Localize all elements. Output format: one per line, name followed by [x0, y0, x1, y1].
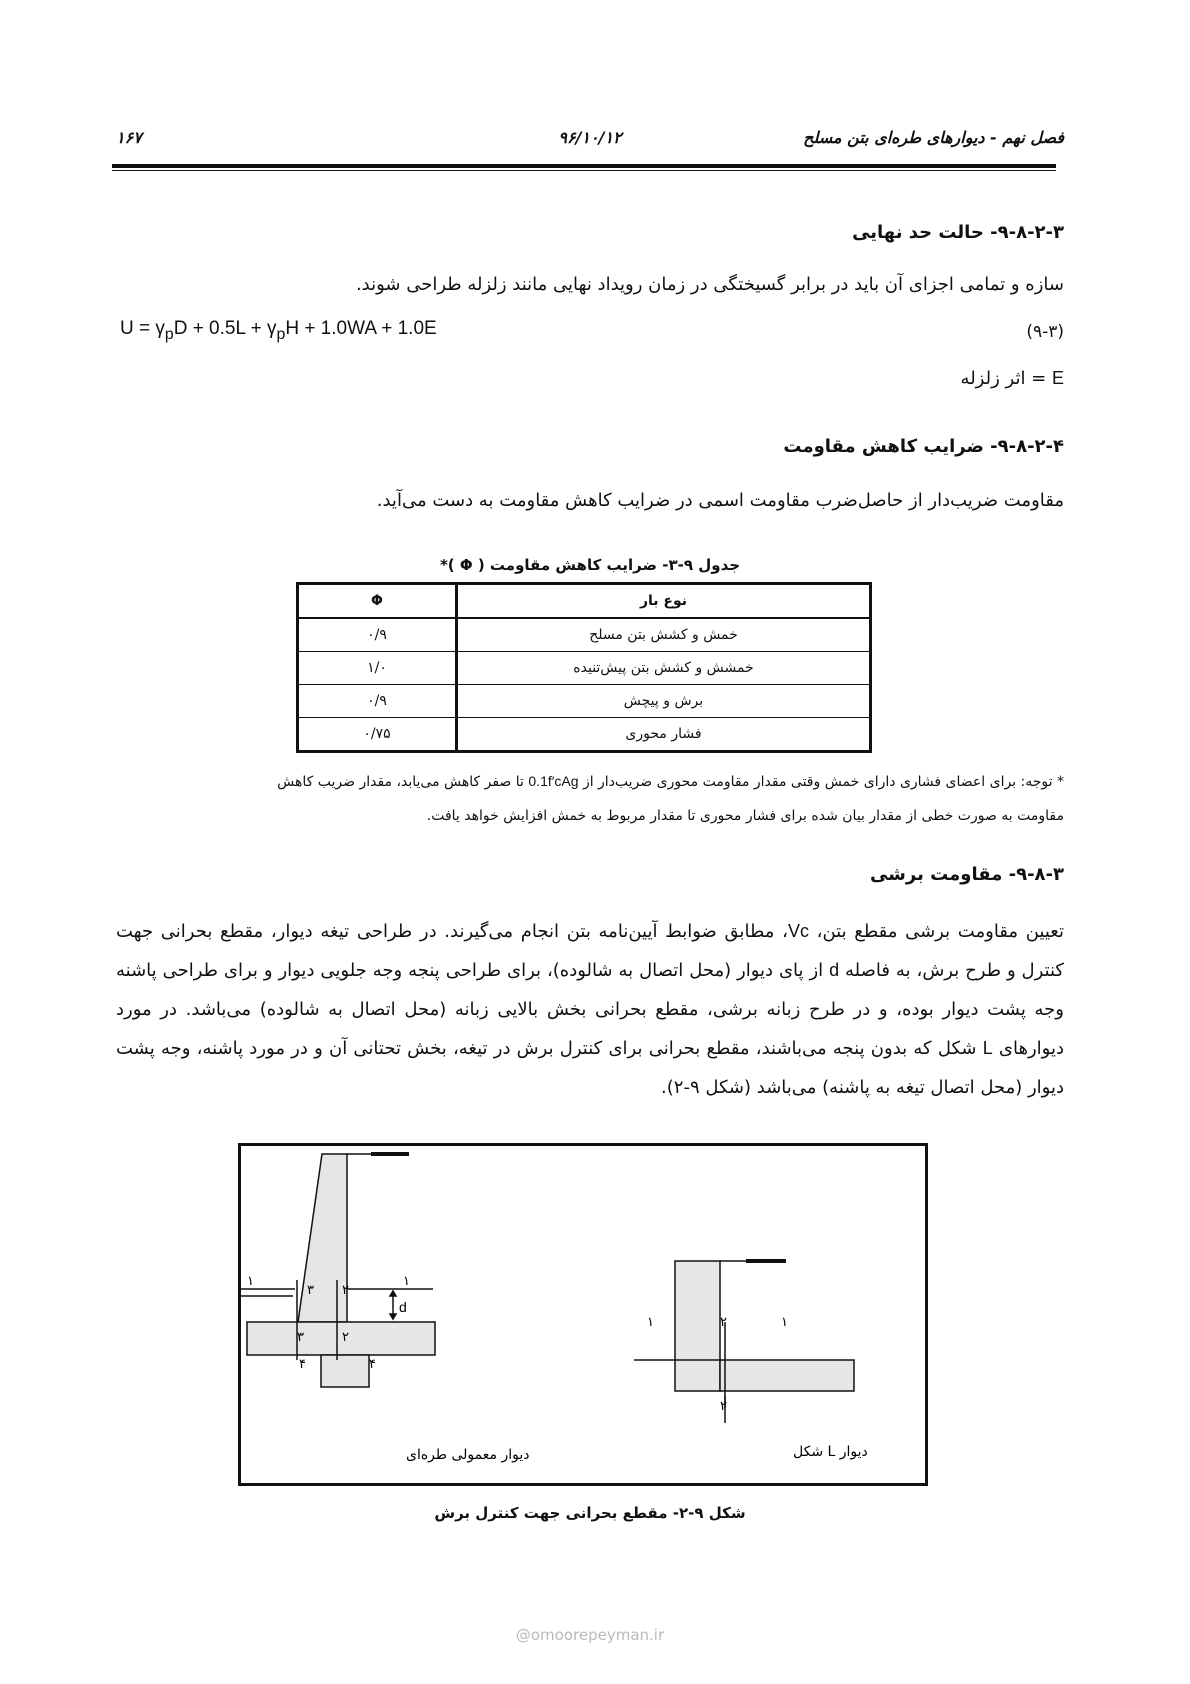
paragraph-ultimate-state: سازه و تمامی اجزای آن باید در برابر گسیختگی در زمان رویداد نهایی مانند زلزله طراحی شوند. [355, 274, 1064, 295]
table-header-row [298, 584, 871, 619]
header-load-type: نوع بار [457, 584, 871, 619]
reduction-factor-table [296, 582, 872, 753]
label-l-wall: دیوار L شکل [793, 1444, 868, 1460]
label-section-1: ۱ [403, 1274, 410, 1289]
label-section-1: ۱ [247, 1274, 254, 1289]
label-section-3: ۳ [297, 1330, 304, 1345]
table-row [298, 718, 871, 752]
label-cantilever-wall: دیوار معمولی طره‌ای [406, 1447, 530, 1463]
label-section-1: ۱ [647, 1315, 654, 1330]
figure-critical-sections [238, 1143, 928, 1486]
label-section-2: ۲ [342, 1283, 349, 1298]
figure-caption: شکل ۹-۲- مقطع بحرانی جهت کنترل برش [434, 1504, 746, 1522]
label-d: d [399, 1299, 407, 1315]
label-section-2: ۲ [720, 1399, 727, 1414]
phi-value: ۰/۹ [298, 685, 457, 718]
label-section-2: ۲ [720, 1315, 727, 1330]
table-row [298, 618, 871, 652]
load-type: برش و پیچش [457, 685, 871, 718]
section-heading-ultimate-state: ۹-۸-۲-۳- حالت حد نهایی [852, 222, 1064, 243]
header-date: ۹۶/۱۰/۱۲ [558, 128, 622, 147]
page-number: ۱۶۷ [116, 128, 142, 147]
load-type: فشار محوری [457, 718, 871, 752]
header-rule [112, 164, 1056, 168]
l-wall-drawing [634, 1261, 854, 1423]
figure-drawing [241, 1146, 925, 1483]
watermark-text: @omoorepeyman.ir [515, 1626, 665, 1644]
label-section-4: ۴ [369, 1357, 376, 1372]
chapter-title: فصل نهم - دیوارهای طره‌ای بتن مسلح [803, 128, 1064, 147]
load-type: خمشش و کشش بتن پیش‌تنیده [457, 652, 871, 685]
earthquake-definition: E = اثر زلزله [960, 368, 1064, 389]
equation-number: (۹-۳) [1026, 322, 1064, 342]
phi-value: ۱/۰ [298, 652, 457, 685]
paragraph-reduction-factors: مقاومت ضریب‌دار از حاصل‌ضرب مقاومت اسمی در ضرایب کاهش مقاومت به دست می‌آید. [376, 490, 1064, 511]
label-section-3: ۳ [307, 1283, 314, 1298]
label-section-1: ۱ [781, 1315, 788, 1330]
cantilever-wall-drawing [241, 1154, 435, 1387]
label-section-2: ۲ [342, 1330, 349, 1345]
table-footnote: * توجه: برای اعضای فشاری دارای خمش وقتی مقدار مقاومت محوری ضریب‌دار از 0.1f′cAg تا صفر کاهش می‌یابد، مقدار ضریب کاهش مقاومت به صورت خطی از مقدار بیان شده برای فشار محوری تا مقدار مربوط به خمش افزایش خواهد یافت. [277, 773, 1064, 824]
table-row [298, 652, 871, 685]
section-heading-reduction-factors: ۹-۸-۲-۴- ضرایب کاهش مقاومت [783, 436, 1064, 457]
section-heading-shear-strength: ۹-۸-۳- مقاومت برشی [869, 864, 1064, 885]
phi-value: ۰/۹ [298, 618, 457, 652]
load-type: خمش و کشش بتن مسلح [457, 618, 871, 652]
paragraph-shear-strength: تعیین مقاومت برشی مقطع بتن، Vc، مطابق ضوابط آیین‌نامه بتن انجام می‌گیرند. در طراحی تیغه دیوار، مقطع بحرانی جهت کنترل و طرح برش، به فاصله d از پای دیوار (محل اتصال به شالوده)، برای طراحی پنجه وجه جلویی دیوار و برای طراحی پاشنه وجه پشت دیوار بوده، و در طرح زبانه برشی، مقطع بحرانی بخش بالایی زبانه (محل اتصال به شالوده) می‌باشد. در مورد دیوارهای L شکل که بدون پنجه می‌باشند، مقطع بحرانی برای کنترل برش در تیغه، بخش تحتانی آن و در مورد پاشنه، وجه پشت دیوار (محل اتصال تیغه به پاشنه) می‌باشد (شکل ۹-۲). [116, 921, 1064, 1098]
table-caption: جدول ۹-۳- ضرایب کاهش مقاومت ( Φ )* [439, 556, 741, 574]
label-section-4: ۴ [299, 1357, 306, 1372]
header-phi: Φ [298, 584, 457, 619]
header-rule-thin [112, 170, 1056, 171]
phi-value: ۰/۷۵ [298, 718, 457, 752]
load-combination-formula: $U = \gamma_pD + 0.5L + \gamma_pH + 1.0WA + 1.0E$ [120, 318, 437, 343]
table-row [298, 685, 871, 718]
